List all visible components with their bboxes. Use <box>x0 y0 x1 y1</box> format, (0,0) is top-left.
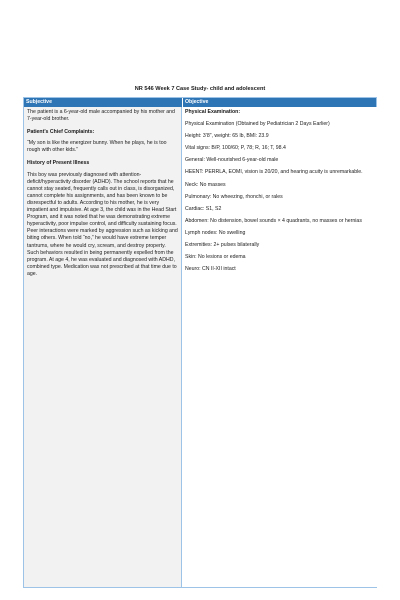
abdomen-finding: Abdomen: No distension, bowel sounds × 4 quadrants, no masses or hernias <box>185 217 362 224</box>
cardiac-finding: Cardiac: S1, S2 <box>185 205 222 212</box>
pulmonary-finding: Pulmonary: No wheezing, rhonchi, or rales <box>185 193 283 200</box>
document-title: NR 546 Week 7 Case Study- child and adolescent <box>134 86 266 92</box>
hpi-heading: History of Present Illness <box>27 160 90 167</box>
subjective-column <box>24 107 182 587</box>
heent-finding: HEENT: PERRLA, EOMI, vision is 20/20, and hearing acuity is unremarkable. <box>185 169 363 176</box>
objective-header: Objective <box>182 98 378 107</box>
physical-exam-heading: Physical Examination: <box>185 109 241 115</box>
skin-finding: Skin: No lesions or edema <box>185 254 246 261</box>
subjective-header: Subjective <box>26 99 52 105</box>
general-finding: General: Well-nourished 6-year-old male <box>185 157 279 164</box>
hpi-text: This boy was previously diagnosed with attention-deficit/hyperactivity disorder (ADHD). The school reports that he cannot stay seated, frequently calls out in class, is disorganized, cannot complete his assignments, and has been known to be disrespectful to adults. According to his mother, he is very impatient and impulsive. At age 3, the child was in the Head Start Program, and it was noted that he was demonstrating extreme hyperactivity, poor impulse control, and difficulty sustaining focus. Peer interactions were marked by aggression such as kicking and biting others. When told “no,” he would have extreme temper tantrums, where he would cry, scream, and destroy property. Such behaviors resulted in being permanently expelled from the program. At age 4, he was evaluated and diagnosed with ADHD, combined type. Medication was not prescribed at that time due to age. <box>27 171 178 277</box>
chief-complaint-text: “My son is like the energizer bunny. When he plays, he is too rough with other kids.” <box>27 140 167 154</box>
extremities-finding: Extremities: 2+ pulses bilaterally <box>185 242 260 249</box>
vital-signs: Vital signs: B/P, 100/60; P, 78; R, 16; T, 98.4 <box>185 145 286 152</box>
case-study-table <box>23 97 377 588</box>
neck-finding: Neck: No masses <box>185 181 226 188</box>
patient-intro: The patient is a 6-year-old male accompanied by his mother and 7-year-old brother. <box>27 109 175 123</box>
neuro-finding: Neuro: CN II-XII intact <box>185 266 236 273</box>
height-weight: Height: 3’8”, weight: 65 lb, BMI: 23.9 <box>185 133 269 140</box>
lymph-finding: Lymph nodes: No swelling <box>185 229 246 236</box>
chief-complaint-heading: Patient’s Chief Complaints: <box>27 129 95 136</box>
exam-source: Physical Examination (Obtained by Pediatrician 2 Days Earlier) <box>185 121 330 128</box>
objective-column <box>182 107 378 587</box>
table-header-row <box>24 98 376 107</box>
